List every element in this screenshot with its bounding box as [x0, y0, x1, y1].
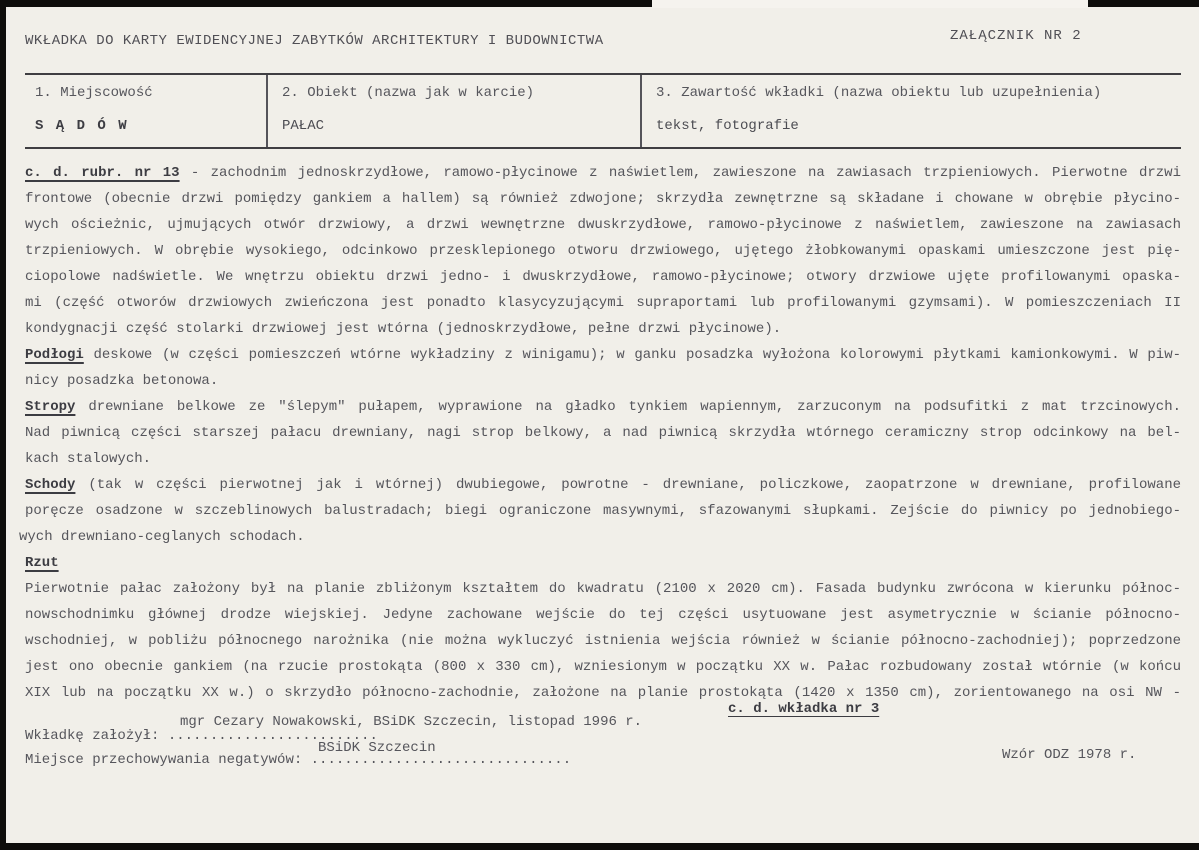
body-line: Stropy drewniane belkowe ze "ślepym" pułapem, wyprawione na gładko tynkiem wapiennym, zarzuconym na podsufitki z mat trzcinowych. [25, 399, 1181, 415]
body-line: jest ono obecnie gankiem (na rzucie prostokąta (800 x 330 cm), wzniesionym w początku XX w. Pałac rozbudowany został wtórnie (w końcu [25, 659, 1181, 675]
field-value-contents: tekst, fotografie [656, 118, 799, 134]
founder-dotted-line: ......................... [167, 728, 378, 744]
negatives-value: BSiDK Szczecin [318, 740, 436, 756]
body-line: frontowe (obecnie drzwi pomiędzy gankiem a hallem) są również zdwojone; skrzydła zewnętrzne są składane i chowane w obrębie płycino- [25, 191, 1181, 207]
body-line: poręcze osadzone w szczeblinowych balustradach; biegi ograniczone masywnymi, sfazowanymi słupkami. Zejście do piwnicy po jednobiego- [25, 503, 1181, 519]
section-lead-rzut: Rzut [25, 555, 59, 571]
table-column-divider [640, 75, 642, 147]
body-line: wschodniej, w pobliżu północnego narożnika (nie można wykluczyć istnienia wejścia również w ścianie północno-zachodniej); poprzedzone [25, 633, 1181, 649]
form-version-note: Wzór ODZ 1978 r. [1002, 747, 1137, 763]
body-line: wych drewniano-ceglanych schodach. [19, 529, 305, 545]
scanned-record-card [6, 7, 1199, 843]
table-top-rule [25, 73, 1181, 75]
body-line: kach stalowych. [25, 451, 152, 467]
body-line [25, 550, 1181, 576]
field-label-contents: 3. Zawartość wkładki (nazwa obiektu lub uzupełnienia) [656, 85, 1102, 101]
body-line: ciopolowe nadświetle. We wnętrzu obiektu drzwi jedno- i dwuskrzydłowe, ramowo-płycinowe; otwory drzwiowe ujęte profilowanymi opaska- [25, 269, 1181, 285]
negatives-dotted-line: ............................... [310, 752, 572, 768]
field-label-locality: 1. Miejscowość [35, 85, 153, 101]
field-label-object: 2. Obiekt (nazwa jak w karcie) [282, 85, 535, 101]
field-value-locality: S Ą D Ó W [35, 118, 129, 134]
body-line: XIX lub na początku XX w.) o skrzydło północno-zachodnie, założone na planie prostokąta (1420 x 1350 cm), zorientowanego na osi NW - [25, 685, 1181, 701]
table-bottom-rule [25, 147, 1181, 149]
body-line: mi (część otworów drzwiowych zwieńczona jest ponadto klasycyzującymi supraportami lub profilowanymi gzymsami). W pomieszczeniach II [25, 295, 1181, 311]
section-lead-schody: Schody [25, 477, 76, 493]
founder-value: mgr Cezary Nowakowski, BSiDK Szczecin, listopad 1996 r. [180, 714, 643, 730]
body-line: trzpieniowych. W obrębie wysokiego, odcinkowo przesklepionego otworu drzwiowego, ujętego żłobkowanymi opaskami umieszczone jest pię- [25, 243, 1181, 259]
document-title: WKŁADKA DO KARTY EWIDENCYJNEJ ZABYTKÓW ARCHITEKTURY I BUDOWNICTWA [25, 33, 604, 49]
continuation-note: c. d. wkładka nr 3 [728, 701, 880, 717]
attachment-number-label: ZAŁĄCZNIK NR 2 [950, 28, 1082, 44]
body-line: kondygnacji część stolarki drzwiowej jest wtórna (jednoskrzydłowe, pełne drzwi płycinowe). [25, 321, 782, 337]
body-line: nowschodnimku głównej drodze wiejskiej. Jedyne zachowane wejście do tej części usytuowane jest asymetrycznie w ścianie północno- [25, 607, 1181, 623]
negatives-field [25, 752, 571, 768]
body-line: Pierwotnie pałac założony był na planie zbliżonym kształtem do kwadratu (2100 x 2020 cm). Fasada budynku zwrócona w kierunku północ- [25, 581, 1181, 597]
section-lead: c. d. rubr. nr 13 [25, 165, 180, 181]
paper-edge-notch [652, 0, 1088, 8]
body-line: nicy posadzka betonowa. [25, 373, 219, 389]
body-line: Schody (tak w części pierwotnej jak i wtórnej) dwubiegowe, powrotne - drewniane, policzkowe, zaopatrzone w drewniane, profilowane [25, 477, 1181, 493]
negatives-label: Miejsce przechowywania negatywów: [25, 752, 311, 768]
body-line: wych ościeżnic, ujmujących otwór drzwiowy, a drzwi wewnętrzne dwuskrzydłowe, ramowo-płycinowe z naświetlem, zawieszone na zawiasach [25, 217, 1181, 233]
section-lead-podlogi: Podłogi [25, 347, 84, 363]
body-line: Podłogi deskowe (w części pomieszczeń wtórne wykładziny z winigamu); w ganku posadzka wyłożona kolorowymi płytkami kamionkowymi. W piw- [25, 347, 1181, 363]
section-lead-stropy: Stropy [25, 399, 76, 415]
field-value-object: PAŁAC [282, 118, 325, 134]
body-line: Nad piwnicą części starszej pałacu drewniany, nagi strop belkowy, a nad piwnicą skrzydła wtórnego ceramiczny strop odcinkowy na bel- [25, 425, 1181, 441]
table-column-divider [266, 75, 268, 147]
founder-label: Wkładkę założył: [25, 728, 168, 744]
description-text [19, 160, 1181, 706]
body-line: c. d. rubr. nr 13 - zachodnim jednoskrzydłowe, ramowo-płycinowe z naświetlem, zawieszone na zawiasach trzpieniowych. Pierwotne drzwi [25, 165, 1181, 181]
